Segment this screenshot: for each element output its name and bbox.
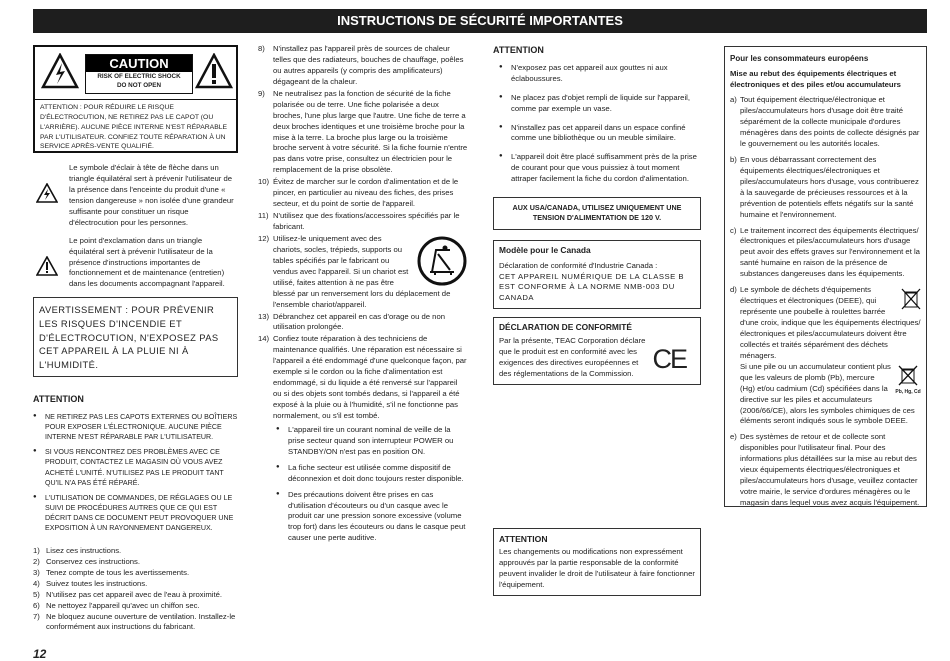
instruction-item: 3) Tenez compte de tous les avertissements. [33,567,190,577]
attention-bullet: ● N'exposez pas cet appareil aux gouttes ni aux éclaboussures. [499,63,701,85]
attention-modifications-box [493,528,701,596]
europe-heading: Pour les consommateurs européens [730,54,869,63]
exclamation-icon [195,53,233,89]
instruction-item: 12) Utilisez-le uniquement avec des chariots, socles, trépieds, supports ou tables spécifiés par le fabricant ou vendus avec l'appareil. Si un chariot est utilisé, faites attention à ne pas être blessé par un renversement lors du déplacement de l'ensemble chariot/appareil. [258,234,468,311]
attention-heading: ATTENTION [493,45,544,55]
avertissement-box: AVERTISSEMENT : POUR PRÉVENIR LES RISQUES D'INCENDIE ET D'ÉLECTROCUTION, N'EXPOSEZ PAS CET APPAREIL À LA PLUIE NI À L'HUMIDITÉ. [33,297,238,377]
exclamation-symbol-explanation [33,236,238,291]
attention-heading: ATTENTION [499,534,548,544]
instruction-item: 6) Ne nettoyez l'appareil qu'avec un chiffon sec. [33,600,200,610]
instruction-item: 7) Ne bloquez aucune ouverture de ventilation. Installez-le conformément aux instructions du fabricant. [33,611,236,632]
europe-item: Pb, Hg, Cd Si une pile ou un accumulateur contient plus que les valeurs de plomb (Pb), mercure (Hg) et/ou cadmium (Cd) spécifiées dans la directive sur les piles et accumulateurs (2006/66/CE), alors les symboles chimiques de ces éléments seront indiqués sous le symbole DEEE. [740,361,921,426]
caution-subtitle-2: DO NOT OPEN [116,82,162,89]
attention-bullet: ● L'UTILISATION DE COMMANDES, DE RÉGLAGES OU LE SUIVI DE PROCÉDURES AUTRES QUE CE QUI EST DÉCRIT DANS CE DOCUMENT PEUT PROVOQUER UNE EXPOSITION À UN RAYONNEMENT DANGEREUX. [33,493,238,533]
exclamation-symbol-text: Le point d'exclamation dans un triangle équilatéral sert à prévenir l'utilisateur de la présence d'instructions importantes de fonctionnement et de maintenance (entretien) dans les documents accompagnant l'appareil. [69,235,225,289]
attention-bullet: ● L'appareil doit être placé suffisamment près de la prise de courant pour que vous puissiez à tout moment attraper facilement la fiche du cordon d'alimentation. [499,152,701,185]
lightning-symbol-explanation [33,163,238,229]
europe-item: a) Tout équipement électrique/électronique et piles/accumulateurs hors d'usage doit être traité séparément de la collecte municipale d'ordures ménagères dans des points de collecte désignés par le gouvernement ou les autorités locales. [730,95,920,148]
attention-bullet: ● Ne placez pas d'objet rempli de liquide sur l'appareil, comme par exemple un vase. [499,93,701,115]
column-1 [33,45,238,633]
ce-mark: CE [652,344,686,375]
canada-heading: Modèle pour le Canada [499,244,591,255]
column-3 [493,44,701,590]
canada-text-caps: CET APPAREIL NUMÉRIQUE DE LA CLASSE B EST CONFORME À LA NORME NMB-003 DU CANADA [499,271,684,303]
attention-heading: ATTENTION [33,394,84,405]
attention-bullet: ● SI VOUS RENCONTREZ DES PROBLÈMES AVEC CE PRODUIT, CONTACTEZ LE MAGASIN OÙ VOUS AVEZ ACHETÉ L'UNITÉ. N'UTILISEZ PAS LE PRODUIT TANT QU'IL N'A PAS ÉTÉ RÉPARÉ. [33,447,238,487]
declaration-heading: DÉCLARATION DE CONFORMITÉ [499,322,632,333]
column-2 [258,44,468,549]
caution-subtitle-1: RISK OF ELECTRIC SHOCK [97,73,181,80]
cart-warning-icon [416,236,468,286]
usa-voltage-box: AUX USA/CANADA, UTILISEZ UNIQUEMENT UNE TENSION D'ALIMENTATION DE 120 V. [493,197,701,229]
lightning-icon [41,53,79,89]
europe-item: b) En vous débarrassant correctement des équipements électriques/électroniques et piles/accumulateurs hors d'usage, vous contribuerez à la sauvegarde de précieuses ressources et à la prévention de potentiels effets négatifs sur la santé humaine et l'environnement. [730,154,919,219]
exclamation-icon [36,256,58,276]
instruction-item: 1) Lisez ces instructions. [33,545,122,555]
europe-item: e) Des systèmes de retour et de collecte sont disponibles pour l'utilisateur final. Pour des informations plus détaillées sur la mise au rebut des vieux équipements électriques/électroniques et piles/accumulateurs hors d'usage, veuillez contacter votre mairie, le service d'ordures ménagères ou le magasin dans lequel vous avez acquis l'équipement. [730,432,920,508]
sub-bullet: ● Des précautions doivent être prises en cas d'utilisation d'écouteurs ou d'un casque avec le produit car une pression sonore excessive (volume trop fort) dans les écouteurs ou dans le casque peut causer une perte auditive. [276,490,468,545]
lightning-icon [36,183,58,203]
sub-bullet: ● La fiche secteur est utilisée comme dispositif de déconnexion et doit donc toujours rester disponible. [276,463,468,485]
weee-bin-icon [898,364,918,386]
instruction-item: 11) N'utilisez que des fixations/accessoires spécifiés par le fabricant. [258,211,460,231]
canada-text: Déclaration de conformité d'Industrie Canada : [499,260,658,270]
instruction-item: 13) Débranchez cet appareil en cas d'orage ou de non utilisation prolongée. [258,311,445,332]
canada-box [493,240,701,310]
attention-bullet: ● NE RETIREZ PAS LES CAPOTS EXTERNES OU BOÎTIERS POUR EXPOSER L'ÉLECTRONIQUE. AUCUNE PIÈCE INTERNE N'EST RÉPARABLE PAR L'UTILISATEUR. [33,412,238,442]
sub-bullet: ● L'appareil tire un courant nominal de veille de la prise secteur quand son interrupteur POWER ou STANDBY/ON n'est pas en position ON. [276,425,468,458]
column-4 [724,46,927,507]
europe-item: d) Le symbole de déchets d'équipements électriques et électroniques (DEEE), qui représente une poubelle à roulettes barrée d'une croix, indique que les équipements électriques/électroniques et piles/accumulateurs doivent être collectés et traités séparément des déchets ménagers. [730,285,921,360]
attention-modifications-text: Les changements ou modifications non expressément approuvés par la partie responsable de la conformité peuvent invalider le droit de l'utilisateur à faire fonctionner l'équipement. [499,547,695,590]
attention-bullet: ● N'installez pas cet appareil dans un espace confiné comme une bibliothèque ou un meuble similaire. [499,123,701,145]
europe-item: c) Le traitement incorrect des équipements électriques/électroniques et piles/accumulateurs hors d'usage peut avoir des effets graves sur l'environnement et la santé humaine en raison de la présence de substances dangereuses dans les équipements. [730,225,920,279]
battery-symbol [895,364,921,395]
declaration-text: Par la présente, TEAC Corporation déclare que le produit est en conformité avec les exigences des directives européennes et des réglementations de la Commission. [499,336,646,379]
declaration-box [493,317,701,385]
europe-subheading: Mise au rebut des équipements électriques et électroniques et des piles et/ou accumulateurs [730,69,901,90]
caution-box [85,54,193,94]
page-number: 12 [33,647,47,661]
weee-bin-icon [901,287,921,311]
caution-warning-text: ATTENTION : POUR RÉDUIRE LE RISQUE D'ÉLECTROCUTION, NE RETIREZ PAS LE CAPOT (OU L'ARRIÈRE). AUCUNE PIÈCE INTERNE N'EST RÉPARABLE PAR L'UTILISATEUR. CONFIEZ TOUTE RÉPARATION À UN SERVICE APRÈS-VENTE QUALIFIÉ. [35,99,236,155]
instruction-item: 5) N'utilisez pas cet appareil avec de l'eau à proximité. [33,589,222,599]
instruction-item: 9) Ne neutralisez pas la fonction de sécurité de la fiche polarisée ou de terre. Une fiche polarisée a deux broches, l'une plus large que l'autre. Une fiche de terre a deux broches identiques et une troisième broche pour la mise à la terre. La broche plus large ou la troisième broche servent à votre sécurité. Si la fiche fournie n'entre pas dans votre prise, consultez un électricien pour le remplacement de la prise obsolète. [258,88,468,175]
caution-title: CAUTION [86,55,192,72]
page-title: INSTRUCTIONS DE SÉCURITÉ IMPORTANTES [33,9,927,33]
instruction-item: 4) Suivez toutes les instructions. [33,578,148,588]
europe-box [724,46,927,507]
instruction-item: 14) Confiez toute réparation à des techniciens de maintenance qualifiés. Une réparation est nécessaire si l'appareil a été endommagé d'une quelconque façon, par exemple si le cordon ou la fiche d'alimentation est endommagé, si du liquide a été renversé sur l'appareil ou si des objets sont tombés dedans, si l'appareil a été exposé à la pluie ou à l'humidité, s'il ne fonctionne pas normalement, ou s'il est tombé. [258,334,467,420]
battery-chemical-label: Pb, Hg, Cd [895,388,921,395]
instruction-item: 10) Évitez de marcher sur le cordon d'alimentation et de le pincer, en particulier au niveau des fiches, des prises secteur, et du point de sortie de l'appareil. [258,177,459,209]
instruction-item: 8) N'installez pas l'appareil près de sources de chaleur telles que des radiateurs, bouches de chauffage, poêles ou autres appareils (y compris des amplificateurs) dégageant de la chaleur. [258,44,464,86]
lightning-symbol-text: Le symbole d'éclair à tête de flèche dans un triangle équilatéral sert à prévenir l'utilisateur de la présence dans l'enceinte du produit d'une « tension dangereuse » non isolée d'une grandeur suffisante pour constituer un risque d'électrocution pour les personnes. [69,163,234,227]
caution-label [33,45,238,153]
instruction-item: 2) Conservez ces instructions. [33,556,140,566]
